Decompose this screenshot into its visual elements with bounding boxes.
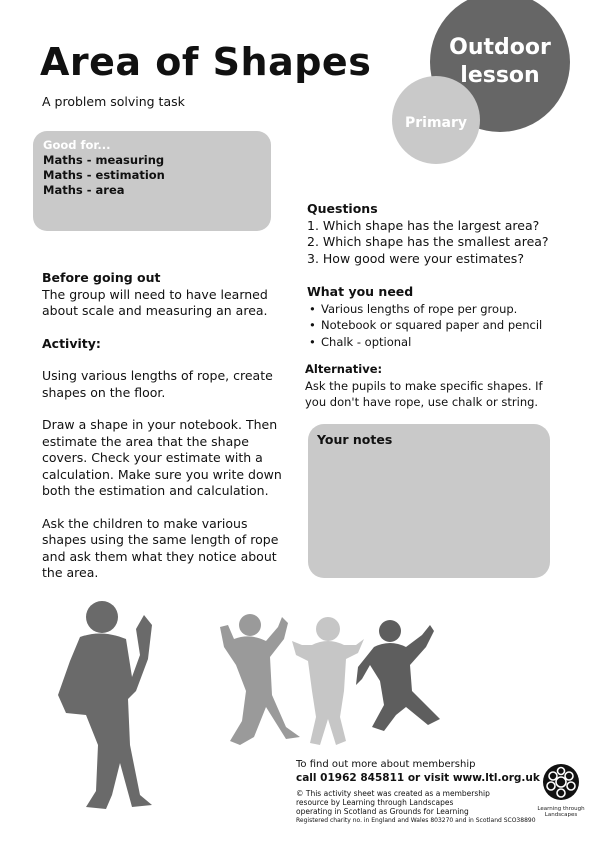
before-going-out-text: The group will need to have learned about scale and measuring an area. bbox=[42, 286, 268, 318]
what-you-need-section bbox=[307, 284, 557, 350]
your-notes-box[interactable] bbox=[308, 424, 550, 578]
activity-paragraph: Draw a shape in your notebook. Then estimate the area that the shape covers. Check your estimate with a calculation. Make sure you write down both the estimation and calculation. bbox=[42, 417, 282, 498]
what-you-need-heading: What you need bbox=[307, 284, 414, 299]
footer bbox=[296, 759, 546, 825]
footer-line: resource by Learning through Landscapes bbox=[296, 798, 454, 807]
ltl-logo-icon bbox=[537, 762, 585, 806]
page-title: Area of Shapes bbox=[40, 40, 372, 84]
before-going-out-heading: Before going out bbox=[42, 270, 161, 285]
alternative-section bbox=[305, 361, 550, 411]
activity-paragraph: Using various lengths of rope, create shapes on the floor. bbox=[42, 368, 273, 400]
your-notes-heading: Your notes bbox=[317, 432, 393, 447]
need-item bbox=[307, 317, 557, 334]
footer-registration: Registered charity no. in England and Wales 803270 and in Scotland SCO38890 bbox=[296, 817, 536, 824]
question-item: 3. How good were your estimates? bbox=[307, 250, 524, 266]
need-item-text: Notebook or squared paper and pencil bbox=[321, 318, 543, 332]
good-for-box bbox=[33, 131, 271, 231]
questions-section bbox=[307, 201, 557, 267]
footer-line: operating in Scotland as Grounds for Learning bbox=[296, 807, 469, 816]
ltl-logo-text: Learning through Landscapes bbox=[537, 806, 585, 818]
bullet-icon: • bbox=[309, 318, 316, 332]
activity-heading: Activity: bbox=[42, 335, 101, 351]
left-column bbox=[42, 270, 292, 582]
child-silhouette-dark-small bbox=[356, 620, 440, 731]
footer-line: © This activity sheet was created as a membership bbox=[296, 789, 490, 798]
child-silhouette-large bbox=[58, 601, 152, 809]
need-item bbox=[307, 334, 557, 351]
outdoor-badge-line2: lesson bbox=[460, 63, 540, 88]
need-item-text: Various lengths of rope per group. bbox=[321, 301, 518, 316]
footer-contact: call 01962 845811 or visit www.ltl.org.uk bbox=[296, 771, 540, 784]
primary-badge bbox=[392, 76, 480, 164]
need-item-text: Chalk - optional bbox=[321, 334, 412, 349]
primary-badge-label: Primary bbox=[404, 115, 468, 131]
question-item: 1. Which shape has the largest area? bbox=[307, 217, 540, 233]
activity-paragraph: Ask the children to make various shapes using the same length of rope and ask them what they notice about the area. bbox=[42, 515, 279, 580]
ltl-logo bbox=[537, 762, 585, 832]
page-subtitle: A problem solving task bbox=[42, 94, 185, 109]
good-for-heading: Good for... bbox=[43, 138, 111, 152]
questions-heading: Questions bbox=[307, 201, 378, 216]
bullet-icon: • bbox=[309, 301, 316, 316]
child-silhouette-medium bbox=[220, 614, 300, 745]
good-for-item: Maths - area bbox=[43, 183, 125, 197]
alternative-text: Ask the pupils to make specific shapes. If you don't have rope, use chalk or string. bbox=[305, 378, 543, 409]
good-for-item: Maths - measuring bbox=[43, 153, 165, 167]
good-for-item: Maths - estimation bbox=[43, 168, 165, 182]
footer-line: To find out more about membership bbox=[296, 759, 476, 770]
child-silhouette-light bbox=[292, 617, 364, 745]
alternative-heading: Alternative: bbox=[305, 362, 383, 376]
outdoor-badge-line1: Outdoor bbox=[449, 35, 551, 60]
question-item: 2. Which shape has the smallest area? bbox=[307, 234, 549, 249]
need-item bbox=[307, 301, 557, 318]
bullet-icon: • bbox=[309, 334, 316, 349]
